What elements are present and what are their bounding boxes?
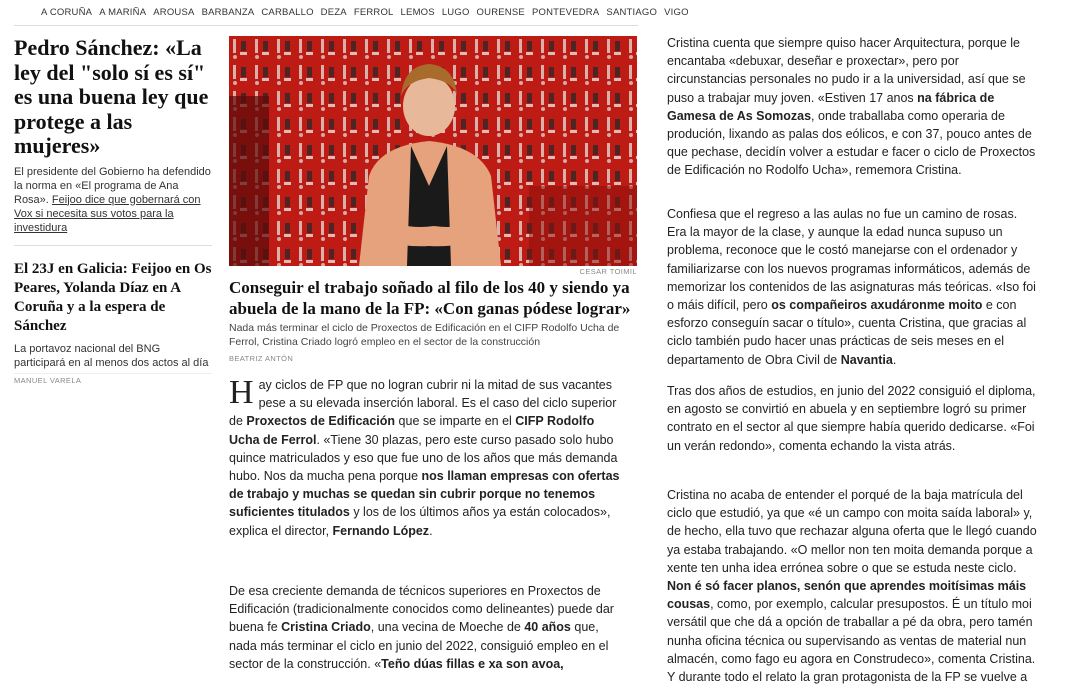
text: , una vecina de Moeche de bbox=[370, 620, 525, 635]
text: , como, por exemplo, calcular presupostos. É un título moi versátil que che dá a opción de traballar a pé da obra, pero tamén nunha oficina técnica ou supervisando as ventas de material nun almacén, como fago eu agora en Construdeco», comenta Cristina. bbox=[667, 597, 1036, 666]
divider bbox=[14, 245, 212, 246]
nav-item-a-coruna[interactable]: A CORUÑA bbox=[41, 7, 93, 18]
drop-cap: H bbox=[229, 374, 254, 411]
nav-item-vigo[interactable]: VIGO bbox=[664, 7, 689, 18]
story2-byline[interactable]: MANUEL VARELA bbox=[14, 375, 82, 385]
right-paragraph-1 bbox=[667, 34, 1037, 180]
bold-text: Navantia bbox=[840, 352, 893, 367]
bold-text: Fernando López bbox=[332, 523, 430, 538]
nav-item-barbanza[interactable]: BARBANZA bbox=[201, 7, 255, 18]
main-headline[interactable]: Conseguir el trabajo soñado al filo de los 40 y siendo ya abuela de la mano de la FP: «Con ganas pódese lograr» bbox=[229, 278, 631, 318]
article-photo[interactable] bbox=[229, 36, 637, 266]
text: y los de los últimos años ya están colocados», explica el director, bbox=[229, 505, 611, 538]
right-paragraph-2 bbox=[667, 205, 1037, 369]
text: que, nada más terminar el ciclo en junio del 2022, consiguió empleo en el sector de la construcción. « bbox=[229, 620, 609, 671]
story2-title[interactable]: El 23J en Galicia: Feijoo en Os Peares, Yolanda Díaz en A Coruña y a la espera de Sánchez bbox=[14, 260, 212, 334]
text: e con esforzo conseguín sacar o título», cuenta Cristina, que gracias al ciclo también pudo hacer unas prácticas de seis meses en el departamento de Obra Civil de bbox=[667, 298, 1027, 367]
nav-item-arousa[interactable]: AROUSA bbox=[153, 7, 195, 18]
bold-text: Cristina Criado bbox=[281, 620, 371, 635]
text: que se imparte en el bbox=[395, 414, 516, 429]
story1-summary-text: El presidente del Gobierno ha defendido la norma en «El programa de Ana Rosa». bbox=[14, 165, 211, 206]
bold-text: 40 años bbox=[524, 620, 571, 635]
nav-item-santiago[interactable]: SANTIAGO bbox=[606, 7, 658, 18]
nav-item-lugo[interactable]: LUGO bbox=[441, 7, 470, 18]
nav-item-lemos[interactable]: LEMOS bbox=[400, 7, 435, 18]
text: . «Tiene 30 plazas, pero este curso pasado solo hubo quince matriculados y eso que fue uno de los años que más demanda hubo. Nos da mucha pena porque bbox=[229, 432, 618, 484]
left-column bbox=[14, 36, 212, 385]
bold-text: nos llaman empresas con ofertas de trabajo y muchas se quedan sin cubrir porque no tenemos suficientes titulados bbox=[229, 469, 620, 520]
right-paragraph-3 bbox=[667, 382, 1037, 455]
right-paragraph-4 bbox=[667, 486, 1037, 686]
bold-text: os compañeiros axudáronme moito bbox=[771, 298, 983, 313]
photo-credit: CESAR TOIMIL bbox=[579, 267, 637, 276]
text: De esa creciente demanda de técnicos superiores en Proxectos de Edificación (tradicionalmente conocidos como delineantes) puede dar buena fe bbox=[229, 584, 614, 635]
nav-item-a-marina[interactable]: A MARIÑA bbox=[99, 7, 147, 18]
bold-text: Non é só facer planos, senón que aprendes moitísimas máis cousas bbox=[667, 579, 1027, 612]
text: ay ciclos de FP que no logran cubrir ni la mitad de sus vacantes pese a su elevada inserción laboral. Es el caso del ciclo superior de bbox=[229, 378, 617, 429]
body-paragraph-2 bbox=[229, 582, 621, 673]
nav-item-pontevedra[interactable]: PONTEVEDRA bbox=[531, 7, 600, 18]
nav-item-ourense[interactable]: OURENSE bbox=[476, 7, 525, 18]
text: . bbox=[429, 523, 433, 538]
text: Y durante todo el relato la gran protagonista de la FP se vuelve a bbox=[667, 670, 1028, 685]
text: , onde traballaba como operaria de produción, lixando as palas dos eólicos, e con 37, pouco antes de que pechase, decidín volver a estudar e facer o ciclo de Proxectos de Edificación no Rodolfo Ucha», rememora Cristina. bbox=[667, 108, 1036, 178]
nav-item-ferrol[interactable]: FERROL bbox=[353, 7, 394, 18]
body-paragraph-1 bbox=[229, 376, 621, 540]
story1-title[interactable]: Pedro Sánchez: «La ley del "solo sí es sí" es una buena ley que protege a las mujeres» bbox=[14, 35, 209, 158]
main-byline[interactable]: BEATRIZ ANTÓN bbox=[229, 354, 294, 363]
text: . bbox=[892, 352, 897, 367]
text: Cristina cuenta que siempre quiso hacer Arquitectura, porque le encantaba «debuxar, deseñar e proxectar», pero por circunstancias personales no pudo ir a la universidad, así que se puso a trabajar muy joven. «Estiven 17 anos bbox=[667, 36, 1026, 105]
text: Cristina no acaba de entender el porqué de la baja matrícula del ciclo que estudió, ya que «é un campo con moita saída laboral» y, de hecho, ella tuvo que rechazar alguna oferta que le llegó cuando ya estaba trabajando. «O mellor non ten moita demanda porque a xente ten unha idea errónea sobre o que se estuda neste ciclo. bbox=[667, 488, 1037, 575]
divider bbox=[14, 373, 212, 374]
text: Tras dos años de estudios, en junio del 2022 consiguió el diploma, en agosto se convirtió en abuela y en septiembre logró su primer contrato en el sector al que siempre había querido dedicarse. «Foi un verán redondo», comenta echando la vista atrás. bbox=[667, 384, 1036, 453]
photo-illustration bbox=[229, 36, 637, 266]
main-summary: Nada más terminar el ciclo de Proxectos de Edificación en el CIFP Rodolfo Ucha de Ferrol, Cristina Criado logró empleo en el sector de la construcción bbox=[229, 322, 620, 348]
nav-item-deza[interactable]: DEZA bbox=[320, 7, 347, 18]
text: Confiesa que el regreso a las aulas no fue un camino de rosas. Era la mayor de la clase, y aunque la edad nunca supuso un problema, reconoce que le costó manejarse con el ordenador y familiarizarse con los nuevos programas informáticos, además de memorizar los contenidos de las asignaturas más teóricas. «Iso foi o máis difícil, pero bbox=[667, 207, 1036, 313]
story2-summary: La portavoz nacional del BNG participará en al menos dos actos al día bbox=[14, 342, 209, 369]
story1-summary bbox=[14, 165, 212, 235]
story1-related-link[interactable]: Feijoo dice que gobernará con Vox si necesita sus votos para la investidura bbox=[14, 193, 201, 234]
bold-text: CIFP Rodolfo Ucha de Ferrol bbox=[229, 414, 595, 447]
region-nav bbox=[14, 0, 689, 26]
nav-item-carballo[interactable]: CARBALLO bbox=[261, 7, 314, 18]
bold-text: na fábrica de Gamesa de As Somozas bbox=[667, 90, 995, 123]
bold-text: Teño dúas fillas e xa son avoa, bbox=[381, 656, 564, 671]
bold-text: Proxectos de Edificación bbox=[246, 414, 396, 429]
